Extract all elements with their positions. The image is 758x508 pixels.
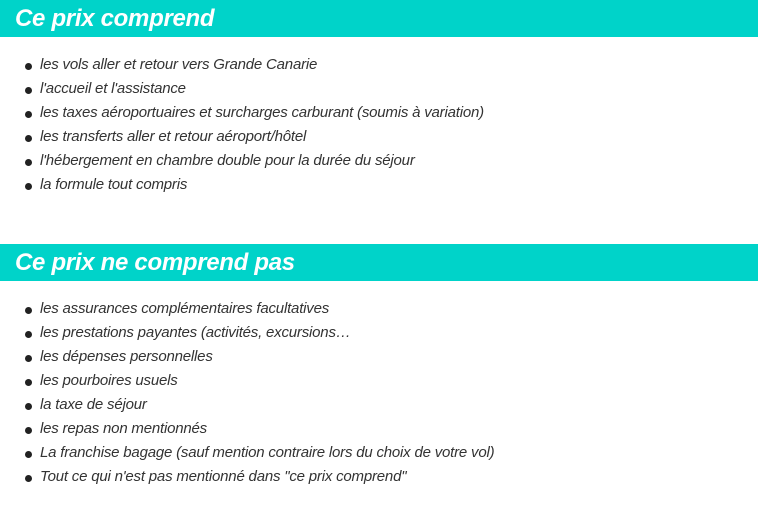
list-item (0, 465, 758, 489)
list-item (0, 417, 758, 441)
bullet-icon (25, 183, 32, 190)
includes-list (0, 53, 758, 197)
list-item-text: la taxe de séjour (40, 396, 147, 413)
list-item (0, 101, 758, 125)
list-item (0, 297, 758, 321)
list-item (0, 77, 758, 101)
list-item (0, 441, 758, 465)
list-item-text: la formule tout compris (40, 176, 188, 193)
list-item-text: La franchise bagage (sauf mention contraire lors du choix de votre vol) (40, 444, 495, 461)
bullet-icon (25, 379, 32, 386)
list-item (0, 393, 758, 417)
list-item (0, 53, 758, 77)
list-item-text: Tout ce qui n'est pas mentionné dans "ce prix comprend" (40, 468, 407, 485)
list-item-text: l'hébergement en chambre double pour la durée du séjour (40, 152, 415, 169)
price-excludes-section (0, 244, 758, 489)
list-item-text: les pourboires usuels (40, 372, 178, 389)
list-item-text: les dépenses personnelles (40, 348, 213, 365)
section-title-includes: Ce prix comprend (0, 0, 758, 37)
list-item (0, 321, 758, 345)
list-item-text: les repas non mentionnés (40, 420, 207, 437)
bullet-icon (25, 135, 32, 142)
list-item (0, 125, 758, 149)
bullet-icon (25, 87, 32, 94)
list-item-text: les prestations payantes (activités, excursions… (40, 324, 351, 341)
bullet-icon (25, 451, 32, 458)
price-includes-section (0, 0, 758, 197)
bullet-icon (25, 403, 32, 410)
section-title-excludes: Ce prix ne comprend pas (0, 244, 758, 281)
list-item (0, 369, 758, 393)
list-item-text: les transferts aller et retour aéroport/hôtel (40, 128, 307, 145)
bullet-icon (25, 159, 32, 166)
list-item (0, 345, 758, 369)
list-item-text: les vols aller et retour vers Grande Canarie (40, 56, 318, 73)
list-item-text: les taxes aéroportuaires et surcharges carburant (soumis à variation) (40, 104, 484, 121)
bullet-icon (25, 63, 32, 70)
bullet-icon (25, 331, 32, 338)
bullet-icon (25, 475, 32, 482)
bullet-icon (25, 307, 32, 314)
list-item (0, 173, 758, 197)
list-item (0, 149, 758, 173)
bullet-icon (25, 355, 32, 362)
list-item-text: l'accueil et l'assistance (40, 80, 186, 97)
list-item-text: les assurances complémentaires facultatives (40, 300, 330, 317)
bullet-icon (25, 111, 32, 118)
excludes-list (0, 297, 758, 489)
bullet-icon (25, 427, 32, 434)
